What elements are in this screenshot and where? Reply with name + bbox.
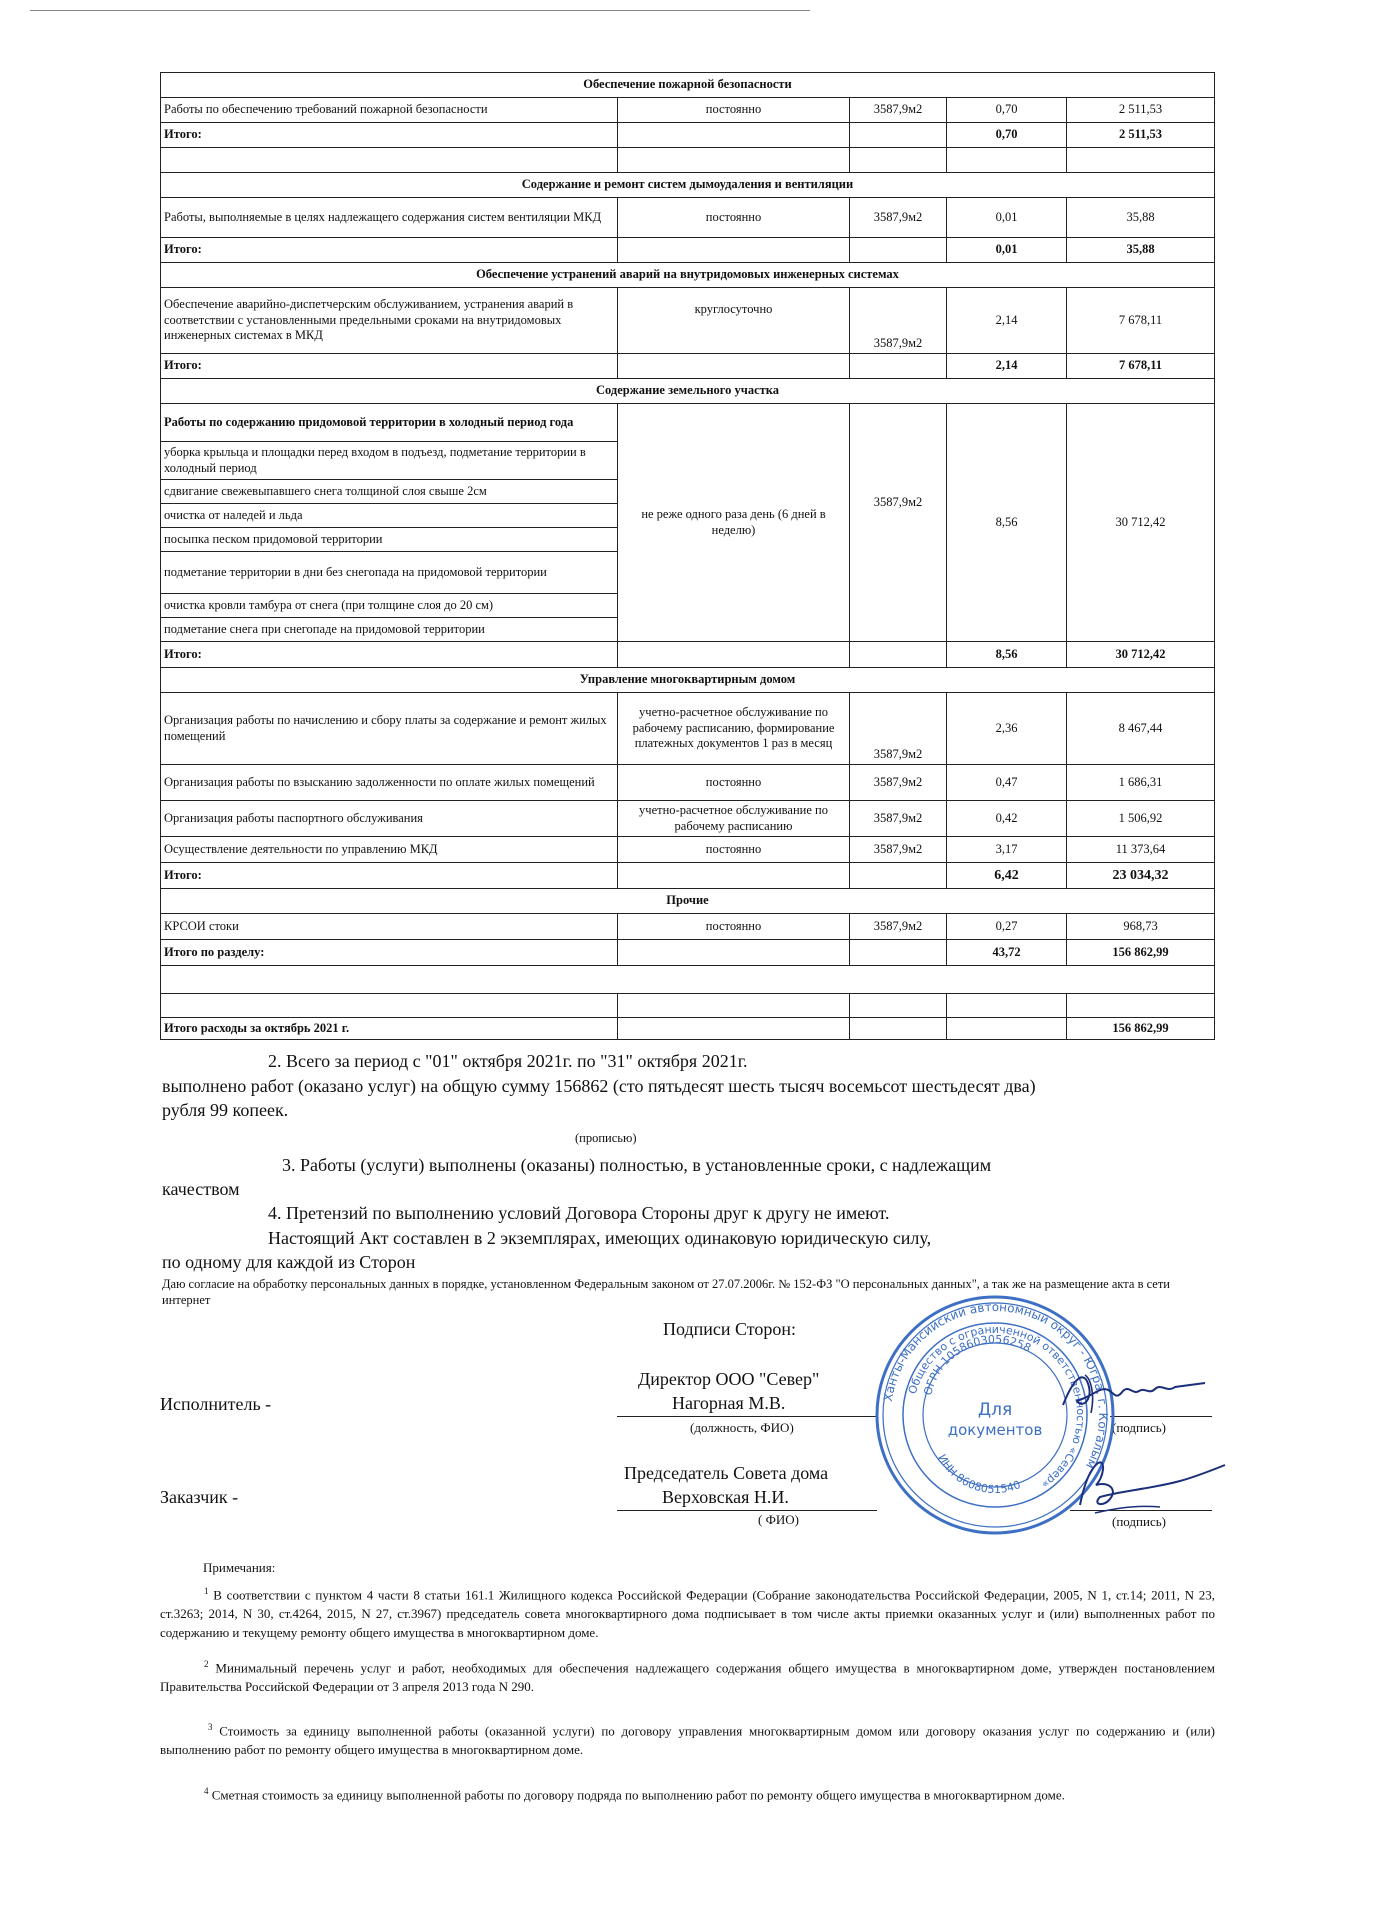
section-total-label: Итого по разделу: [161, 940, 618, 966]
total-rate: 0,01 [947, 238, 1067, 263]
work-rate: 0,01 [947, 198, 1067, 238]
executor-caption: (должность, ФИО) [690, 1420, 794, 1435]
customer-caption: ( ФИО) [758, 1512, 799, 1527]
work-name: Организация работы по взысканию задолженности по оплате жилых помещений [161, 765, 618, 801]
work-rate: 0,70 [947, 98, 1067, 123]
work-sum: 35,88 [1067, 198, 1215, 238]
stamp-center-line-2: документов [947, 1421, 1043, 1439]
work-volume: 3587,9м2 [850, 198, 947, 238]
customer-signature-icon [1060, 1455, 1230, 1520]
stamp-ogrn: ОГРН 1058603056258 [921, 1332, 1034, 1397]
stamp-inn: ИНН 8608051540 [935, 1452, 1023, 1497]
stamp-inner-text: Общество с ограниченной ответственностью «Север» [905, 1322, 1088, 1492]
executor-signature-icon [1055, 1365, 1215, 1420]
section-title: Прочие [161, 889, 1215, 914]
grand-total-label: Итого расходы за октябрь 2021 г. [161, 1018, 618, 1040]
work-volume: 3587,9м2 [850, 914, 947, 940]
svg-text:ИНН 8608051540 [935, 1452, 1022, 1496]
work-item: посыпка песком придомовой территории [161, 528, 618, 552]
work-rate: 3,17 [947, 837, 1067, 863]
work-sum: 2 511,53 [1067, 98, 1215, 123]
work-period: не реже одного раза день (6 дней в неделю) [618, 404, 850, 642]
grand-total-row [161, 1018, 1215, 1040]
note-1 [160, 1582, 1215, 1642]
table-row [161, 288, 1215, 354]
work-item: сдвигание свежевыпавшего снега толщиной слоя свыше 2см [161, 480, 618, 504]
work-rate: 2,36 [947, 693, 1067, 765]
total-label: Итого: [161, 863, 618, 889]
note-2-num: 2 [204, 1659, 209, 1669]
executor-label: Исполнитель - [160, 1394, 272, 1414]
customer-name: Верховская Н.И. [662, 1487, 789, 1507]
customer-sign-caption: (подпись) [1112, 1514, 1166, 1529]
work-item: подметание снега при снегопаде на придомовой территории [161, 618, 618, 642]
section-total-sum: 156 862,99 [1067, 940, 1215, 966]
table-row [161, 98, 1215, 123]
total-rate: 0,70 [947, 123, 1067, 148]
grand-total-sum: 156 862,99 [1067, 1018, 1215, 1040]
total-label: Итого: [161, 354, 618, 379]
work-sum: 1 686,31 [1067, 765, 1215, 801]
work-item: очистка от наледей и льда [161, 504, 618, 528]
scan-top-line [30, 10, 810, 11]
work-volume: 3587,9м2 [850, 801, 947, 837]
work-name: Организация работы паспортного обслуживания [161, 801, 618, 837]
signatures-heading: Подписи Сторон: [663, 1319, 797, 1339]
note-3 [160, 1718, 1215, 1759]
work-item: уборка крыльца и площадки перед входом в подъезд, подметание территории в холодный период [161, 442, 618, 480]
work-name: Осуществление деятельности по управлению МКД [161, 837, 618, 863]
work-sum: 7 678,11 [1067, 288, 1215, 354]
paragraph-4: 4. Претензий по выполнению условий Договора Стороны друг к другу не имеют. [268, 1203, 890, 1223]
executor-name: Нагорная М.В. [672, 1393, 786, 1413]
work-group-head: Работы по содержанию придомовой территории в холодный период года [161, 404, 618, 442]
total-rate: 6,42 [947, 863, 1067, 889]
total-label: Итого: [161, 642, 618, 668]
work-name: Работы, выполняемые в целях надлежащего содержания систем вентиляции МКД [161, 198, 618, 238]
customer-label: Заказчик - [160, 1487, 239, 1507]
total-sum: 35,88 [1067, 238, 1215, 263]
work-rate: 0,47 [947, 765, 1067, 801]
paragraph-3-line-2: качеством [162, 1179, 240, 1199]
table-row [161, 801, 1215, 837]
stamp-center-line-1: Для [977, 1400, 1013, 1420]
paragraph-5-line-1: Настоящий Акт составлен в 2 экземплярах, имеющих одинаковую юридическую силу, [268, 1228, 932, 1248]
note-1-text: В соответствии с пунктом 4 части 8 статьи 161.1 Жилищного кодекса Российской Федерации (Собрание законодательства Российской Федерации, 2005, N 1, ст.14; 2011, N 23, ст.3263; 2014, N 30, ст.4264, 2015, N 27, ст.3967) председатель совета многоквартирного дома подписывает в том числе акты приемки оказанных услуг и (или) выполненных работ по содержанию и текущему ремонту общего имущества в многоквартирном доме. [160, 1587, 1215, 1641]
work-volume: 3587,9м2 [850, 693, 947, 765]
stamp-ring-text: Ханты-Мансийский автономный округ - Югра, г. Когалым [880, 1299, 1111, 1472]
work-name: Работы по обеспечению требований пожарной безопасности [161, 98, 618, 123]
work-period: постоянно [618, 914, 850, 940]
note-4-text: Сметная стоимость за единицу выполненной работы по договору подряда по выполнению работ по ремонту общего имущества в многоквартирном доме. [211, 1787, 1065, 1803]
consent-text: Даю согласие на обработку персональных данных в порядке, установленном Федеральным законом от 27.07.2006г. № 152-ФЗ "О персональных данных", а так же на размещение акта в сети интернет [162, 1277, 1171, 1307]
section-total-row [161, 940, 1215, 966]
total-row [161, 123, 1215, 148]
total-row [161, 354, 1215, 379]
table-row [161, 765, 1215, 801]
customer-position: Председатель Совета дома [624, 1463, 829, 1483]
note-1-num: 1 [204, 1586, 209, 1596]
note-3-num: 3 [208, 1722, 213, 1732]
section-total-rate: 43,72 [947, 940, 1067, 966]
work-name: Обеспечение аварийно-диспетчерским обслуживанием, устранения аварий в соответствии с установленными предельными сроками на внутридомовых инженерных системах в МКД [161, 288, 618, 354]
propisyu-caption: (прописью) [575, 1131, 637, 1145]
total-sum: 2 511,53 [1067, 123, 1215, 148]
work-item: подметание территории в дни без снегопада на придомовой территории [161, 552, 618, 594]
work-volume: 3587,9м2 [850, 288, 947, 354]
empty-row [161, 148, 1215, 173]
work-period: постоянно [618, 198, 850, 238]
paragraph-5-line-2: по одному для каждой из Сторон [162, 1252, 416, 1272]
section-title: Управление многоквартирным домом [161, 668, 1215, 693]
work-name: КРСОИ стоки [161, 914, 618, 940]
executor-position: Директор ООО "Север" [638, 1369, 820, 1389]
work-name: Организация работы по начислению и сбору платы за содержание и ремонт жилых помещений [161, 693, 618, 765]
paragraph-2-line-2: выполнено работ (оказано услуг) на общую сумму 156862 (сто пятьдесят шесть тысяч восемьсот шестьдесят два) [162, 1076, 1036, 1096]
work-sum: 968,73 [1067, 914, 1215, 940]
empty-row [161, 994, 1215, 1018]
note-4-num: 4 [204, 1786, 209, 1796]
total-rate: 2,14 [947, 354, 1067, 379]
work-sum: 11 373,64 [1067, 837, 1215, 863]
work-period: учетно-расчетное обслуживание по рабочему расписанию [618, 801, 850, 837]
section-title: Содержание земельного участка [161, 379, 1215, 404]
total-rate: 8,56 [947, 642, 1067, 668]
work-sum: 1 506,92 [1067, 801, 1215, 837]
total-label: Итого: [161, 238, 618, 263]
table-row [161, 914, 1215, 940]
work-sum: 30 712,42 [1067, 404, 1215, 642]
section-title: Обеспечение устранений аварий на внутридомовых инженерных системах [161, 263, 1215, 288]
total-sum: 23 034,32 [1067, 863, 1215, 889]
work-rate: 0,27 [947, 914, 1067, 940]
note-3-text: Стоимость за единицу выполненной работы (оказанной услуги) по договору управления многоквартирным домом или договору оказания услуг по содержанию и (или) выполнению работ по ремонту общего имущества в многоквартирном доме. [160, 1723, 1215, 1758]
work-rate: 0,42 [947, 801, 1067, 837]
empty-row [161, 966, 1215, 994]
section-title: Обеспечение пожарной безопасности [161, 73, 1215, 98]
paragraph-2-line-3: рубля 99 копеек. [162, 1100, 289, 1120]
table-row [161, 693, 1215, 765]
note-2-text: Минимальный перечень услуг и работ, необходимых для обеспечения надлежащего содержания общего имущества в многоквартирном доме, утвержден постановлением Правительства Российской Федерации от 3 апреля 2013 года N 290. [160, 1660, 1216, 1695]
work-rate: 8,56 [947, 404, 1067, 642]
work-period: постоянно [618, 98, 850, 123]
note-4 [160, 1782, 1215, 1804]
table-row [161, 404, 1215, 442]
table-row [161, 837, 1215, 863]
work-item: очистка кровли тамбура от снега (при толщине слоя до 20 см) [161, 594, 618, 618]
total-row [161, 863, 1215, 889]
executor-position-line [617, 1416, 877, 1417]
work-volume: 3587,9м2 [850, 837, 947, 863]
work-rate: 2,14 [947, 288, 1067, 354]
paragraph-2-line-1: 2. Всего за период с "01" октября 2021г. по "31" октября 2021г. [268, 1051, 748, 1071]
work-volume: 3587,9м2 [850, 98, 947, 123]
total-row [161, 642, 1215, 668]
work-period: круглосуточно [618, 288, 850, 354]
customer-name-line [617, 1510, 877, 1511]
notes-title: Примечания: [203, 1560, 276, 1575]
executor-sign-caption: (подпись) [1112, 1420, 1166, 1435]
work-sum: 8 467,44 [1067, 693, 1215, 765]
work-period: постоянно [618, 837, 850, 863]
work-volume: 3587,9м2 [850, 765, 947, 801]
note-2 [160, 1655, 1215, 1696]
work-volume: 3587,9м2 [850, 404, 947, 642]
section-title: Содержание и ремонт систем дымоудаления и вентиляции [161, 173, 1215, 198]
total-sum: 30 712,42 [1067, 642, 1215, 668]
work-period: учетно-расчетное обслуживание по рабочему расписанию, формирование платежных документов 1 раз в месяц [618, 693, 850, 765]
table-row [161, 198, 1215, 238]
total-label: Итого: [161, 123, 618, 148]
paragraph-3-line-1: 3. Работы (услуги) выполнены (оказаны) полностью, в установленные сроки, с надлежащим [282, 1155, 992, 1175]
total-sum: 7 678,11 [1067, 354, 1215, 379]
total-row [161, 238, 1215, 263]
works-table [160, 72, 1215, 1040]
work-period: постоянно [618, 765, 850, 801]
